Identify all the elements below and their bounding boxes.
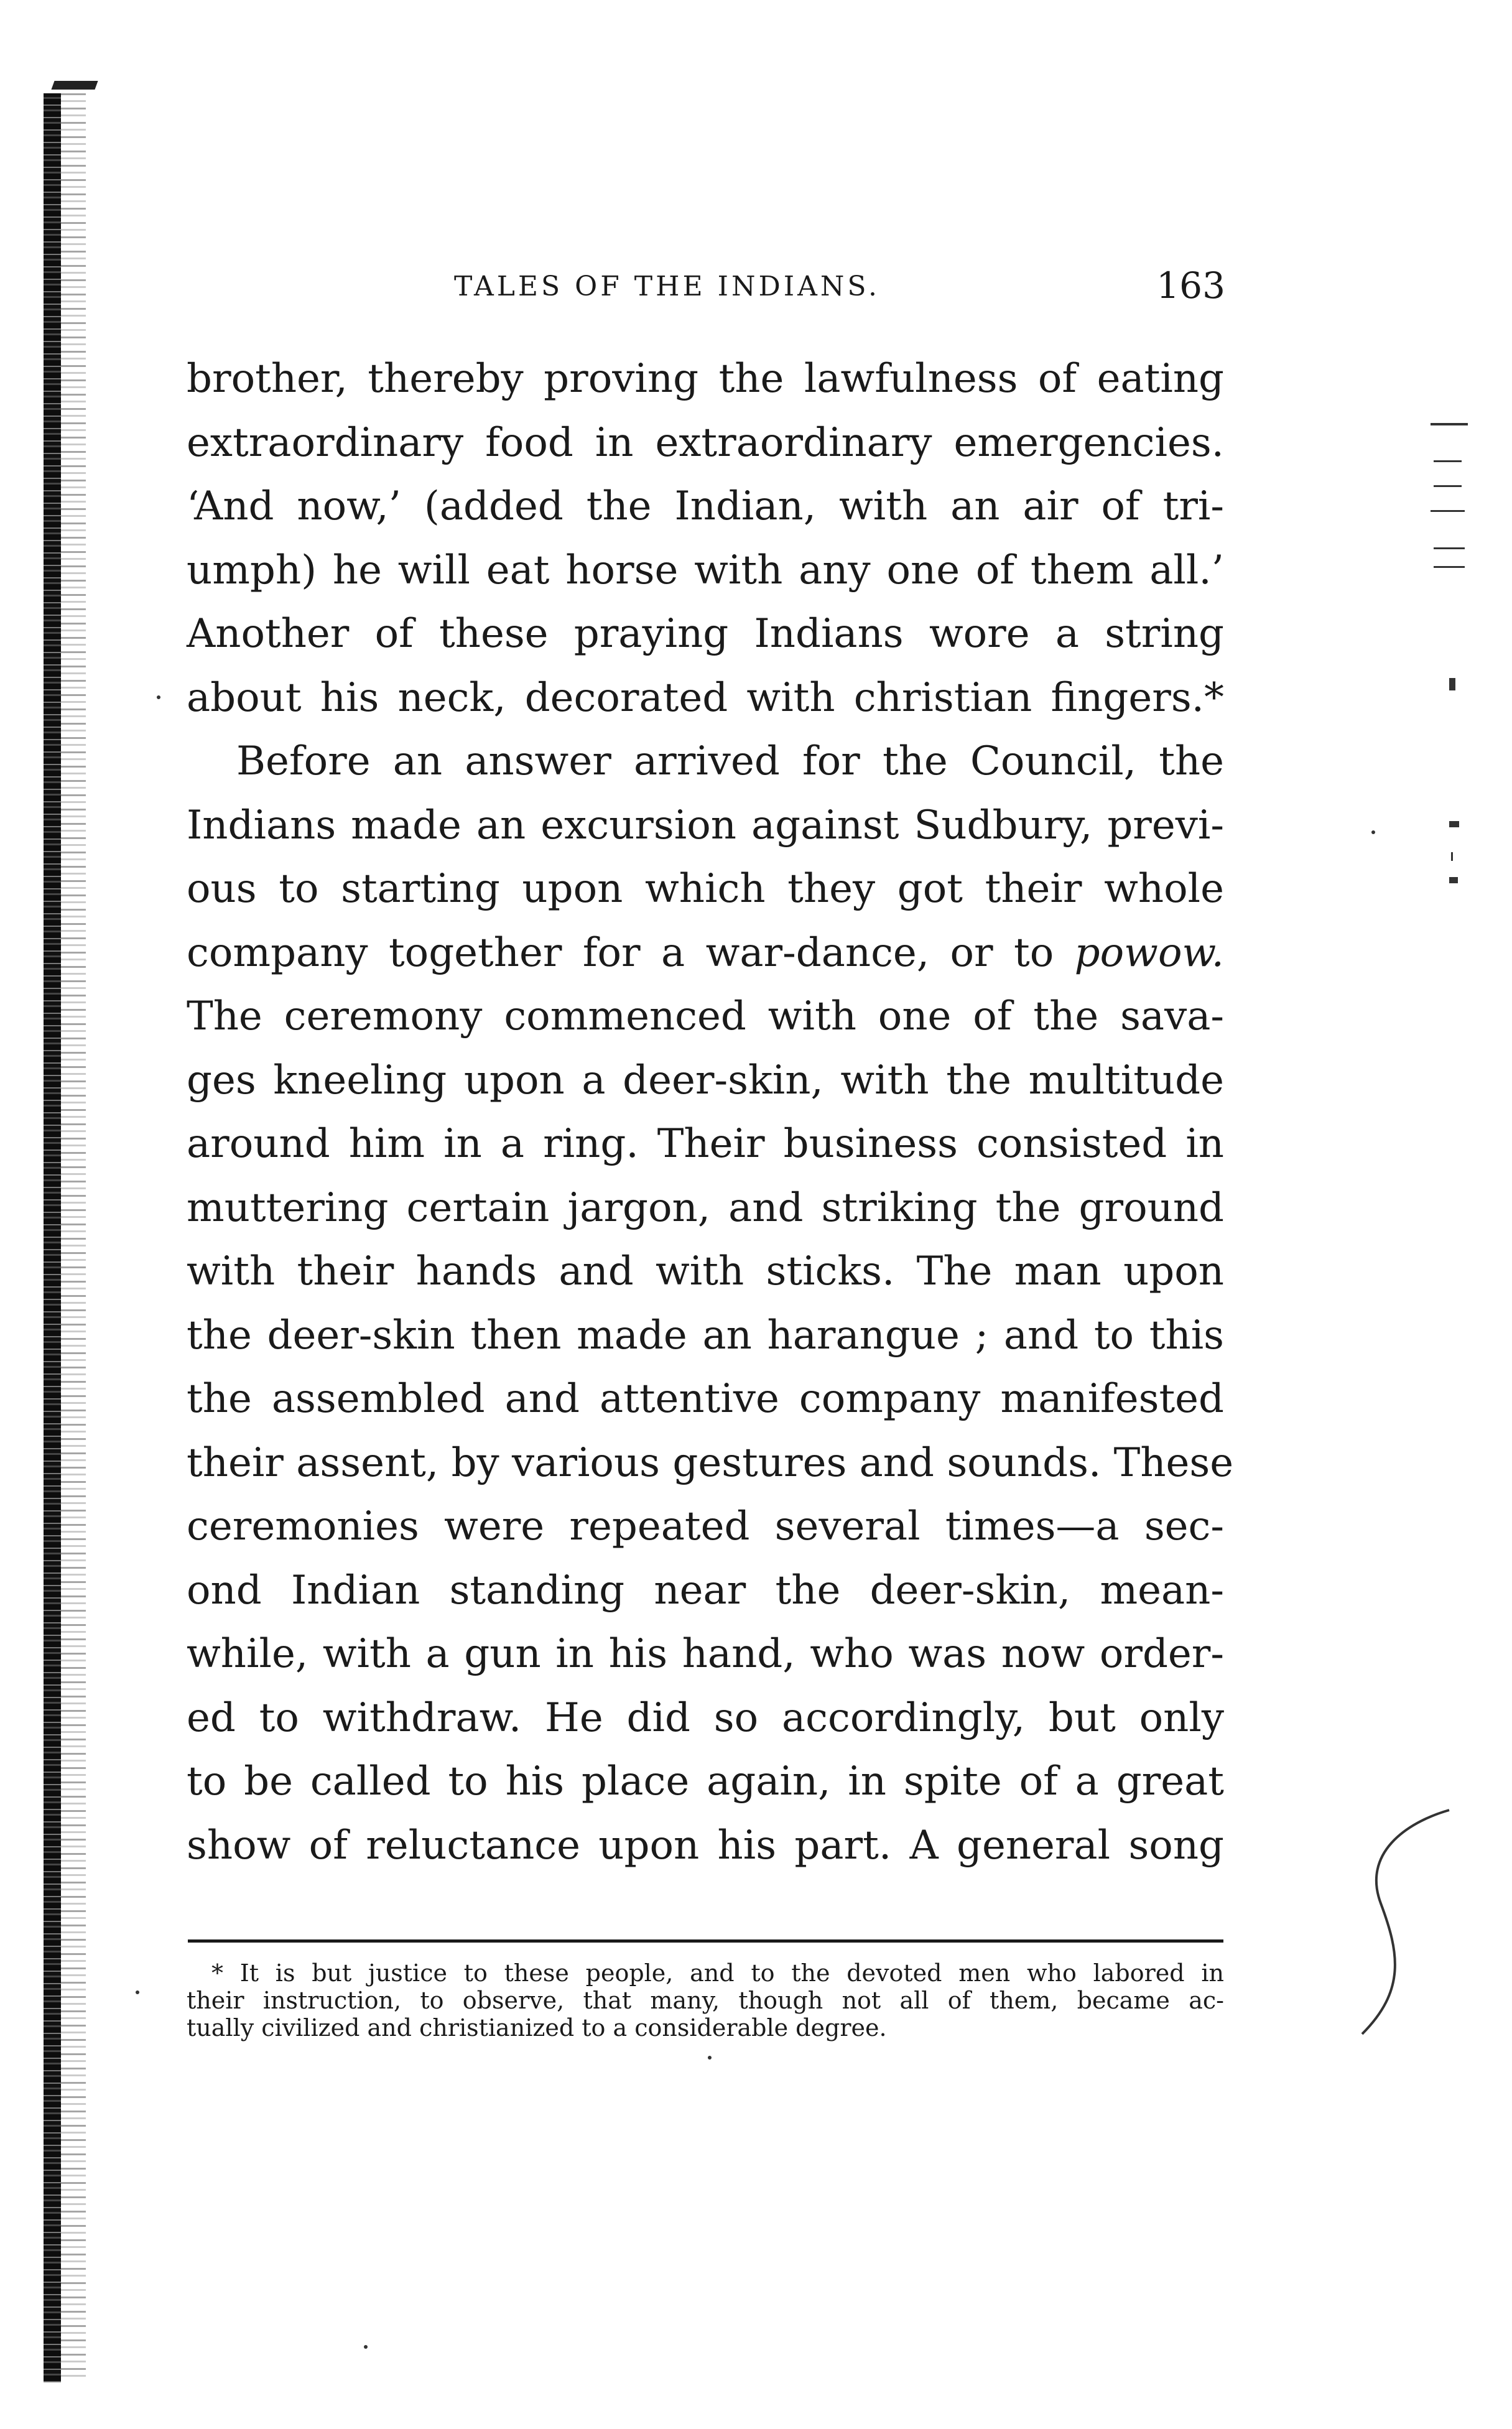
margin-mark	[1431, 423, 1468, 425]
text-line: brother, thereby proving the lawfulness of eating	[187, 356, 1224, 402]
binding-edge	[44, 93, 61, 2382]
speck	[157, 695, 160, 699]
text-segment: company together for a war-dance, or to	[187, 929, 1054, 976]
text-line: ceremonies were repeated several times—a sec-	[187, 1503, 1224, 1549]
footnote-rule	[188, 1939, 1223, 1943]
text-line: muttering certain jargon, and striking the ground	[187, 1184, 1224, 1231]
text-line: while, with a gun in his hand, who was now order-	[187, 1631, 1224, 1677]
margin-mark	[1434, 547, 1465, 549]
text-line: show of reluctance upon his part. A general song	[187, 1822, 1224, 1869]
text-line-with-italic	[187, 921, 1224, 985]
page-number: 163	[1156, 264, 1225, 307]
running-title: TALES OF THE INDIANS.	[454, 271, 880, 302]
margin-mark	[1449, 821, 1459, 827]
text-line: extraordinary food in extraordinary emergencies.	[187, 419, 1224, 466]
text-line: the deer-skin then made an harangue ; and to this	[187, 1312, 1224, 1358]
text-line: Indians made an excursion against Sudbury, previ-	[187, 802, 1224, 848]
text-line: the assembled and attentive company manifested	[187, 1376, 1224, 1422]
text-line: Before an answer arrived for the Council, the	[236, 738, 1224, 784]
margin-mark	[1431, 510, 1465, 512]
text-line: ond Indian standing near the deer-skin, mean-	[187, 1567, 1224, 1614]
text-line: ous to starting upon which they got their whole	[187, 866, 1224, 912]
text-line: umph) he will eat horse with any one of them all.’	[187, 547, 1224, 593]
binding-edge-top	[51, 81, 98, 90]
speck	[364, 2345, 368, 2349]
margin-mark	[1451, 852, 1453, 861]
text-line: with their hands and with sticks. The man upon	[187, 1248, 1224, 1294]
text-line: ges kneeling upon a deer-skin, with the multitude	[187, 1057, 1224, 1103]
speck	[136, 1990, 139, 1994]
margin-curve-mark	[1356, 1804, 1455, 2040]
text-line: about his neck, decorated with christian fingers.*	[187, 674, 1224, 721]
text-line: Another of these praying Indians wore a string	[187, 611, 1224, 657]
margin-mark	[1434, 566, 1465, 568]
text-line: their assent, by various gestures and sounds. These	[187, 1439, 1234, 1486]
body-text	[187, 347, 1234, 1877]
binding-edge-shadow	[61, 93, 86, 2382]
footnote-line: tually civilized and christianized to a considerable degree.	[187, 2014, 887, 2041]
running-head	[187, 264, 1225, 308]
text-line: ‘And now,’ (added the Indian, with an air of tri-	[187, 483, 1224, 529]
margin-mark	[1434, 485, 1462, 487]
text-line: ed to withdraw. He did so accordingly, but only	[187, 1694, 1224, 1741]
margin-mark	[1434, 460, 1462, 462]
text-line: around him in a ring. Their business consisted in	[187, 1121, 1224, 1167]
italic-word: powow.	[1074, 929, 1225, 976]
margin-mark	[1449, 678, 1455, 690]
footnote-line: their instruction, to observe, that many, though not all of them, became ac-	[187, 1987, 1224, 2014]
text-line: The ceremony commenced with one of the sava-	[187, 993, 1224, 1039]
margin-mark	[1449, 877, 1458, 883]
text-line: to be called to his place again, in spite of a great	[187, 1758, 1224, 1804]
speck	[1371, 830, 1375, 834]
speck	[708, 2056, 712, 2060]
footnote	[187, 1959, 1224, 2041]
footnote-line: * It is but justice to these people, and to the devoted men who labored in	[211, 1959, 1224, 1987]
